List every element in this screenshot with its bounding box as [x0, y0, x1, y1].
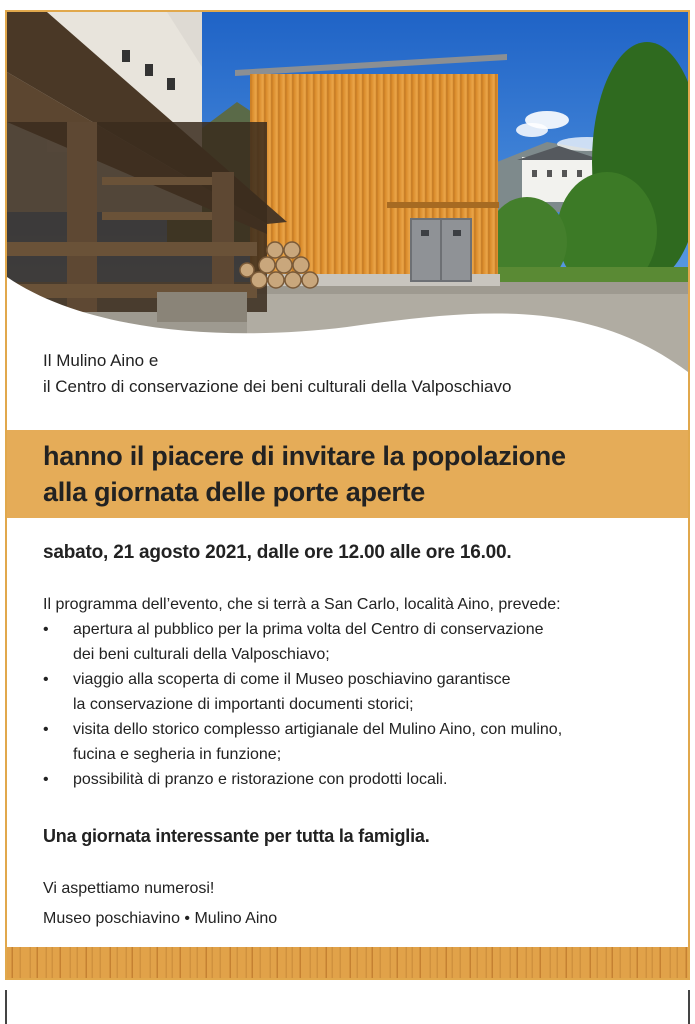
intro-text	[43, 348, 673, 400]
list-item	[43, 667, 673, 717]
headline-line-2: alla giornata delle porte aperte	[43, 477, 426, 507]
list-item-line-2: dei beni culturali della Valposchiavo;	[73, 646, 330, 663]
intro-line-2: il Centro di conservazione dei beni culturali della Valposchiavo	[43, 377, 512, 396]
list-item-line-2: la conservazione di importanti documenti storici;	[73, 696, 414, 713]
intro-line-1: Il Mulino Aino e	[43, 351, 159, 370]
event-date: sabato, 21 agosto 2021, dalle ore 12.00 alle ore 16.00.	[43, 542, 512, 563]
program-lead: Il programma dell’evento, che si terrà a San Carlo, località Aino, prevede:	[43, 596, 561, 613]
list-item	[43, 767, 673, 792]
flyer	[5, 10, 690, 980]
headline	[43, 438, 683, 510]
list-item-line-2: fucina e segheria in funzione;	[73, 746, 282, 763]
bullet-icon: •	[43, 721, 49, 738]
crop-mark-left	[5, 990, 7, 1024]
list-item-line-1: possibilità di pranzo e ristorazione con prodotti locali.	[73, 771, 448, 788]
list-item-line-1: visita dello storico complesso artigianale del Mulino Aino, con mulino,	[73, 721, 563, 738]
list-item	[43, 617, 673, 667]
bullet-icon: •	[43, 621, 49, 638]
headline-line-1: hanno il piacere di invitare la popolazione	[43, 441, 566, 471]
bullet-icon: •	[43, 671, 49, 688]
wood-strip-decoration	[7, 947, 688, 980]
program-section	[43, 592, 673, 792]
list-item-line-1: apertura al pubblico per la prima volta del Centro di conservazione	[73, 621, 544, 638]
list-item-line-1: viaggio alla scoperta di come il Museo poschiavino garantisce	[73, 671, 511, 688]
crop-mark-right	[688, 990, 690, 1024]
invite-line: Vi aspettiamo numerosi!	[43, 880, 215, 897]
program-list	[43, 617, 673, 792]
closing-statement: Una giornata interessante per tutta la famiglia.	[43, 826, 430, 846]
bullet-icon: •	[43, 771, 49, 788]
signature: Museo poschiavino • Mulino Aino	[43, 910, 278, 927]
list-item	[43, 717, 673, 767]
